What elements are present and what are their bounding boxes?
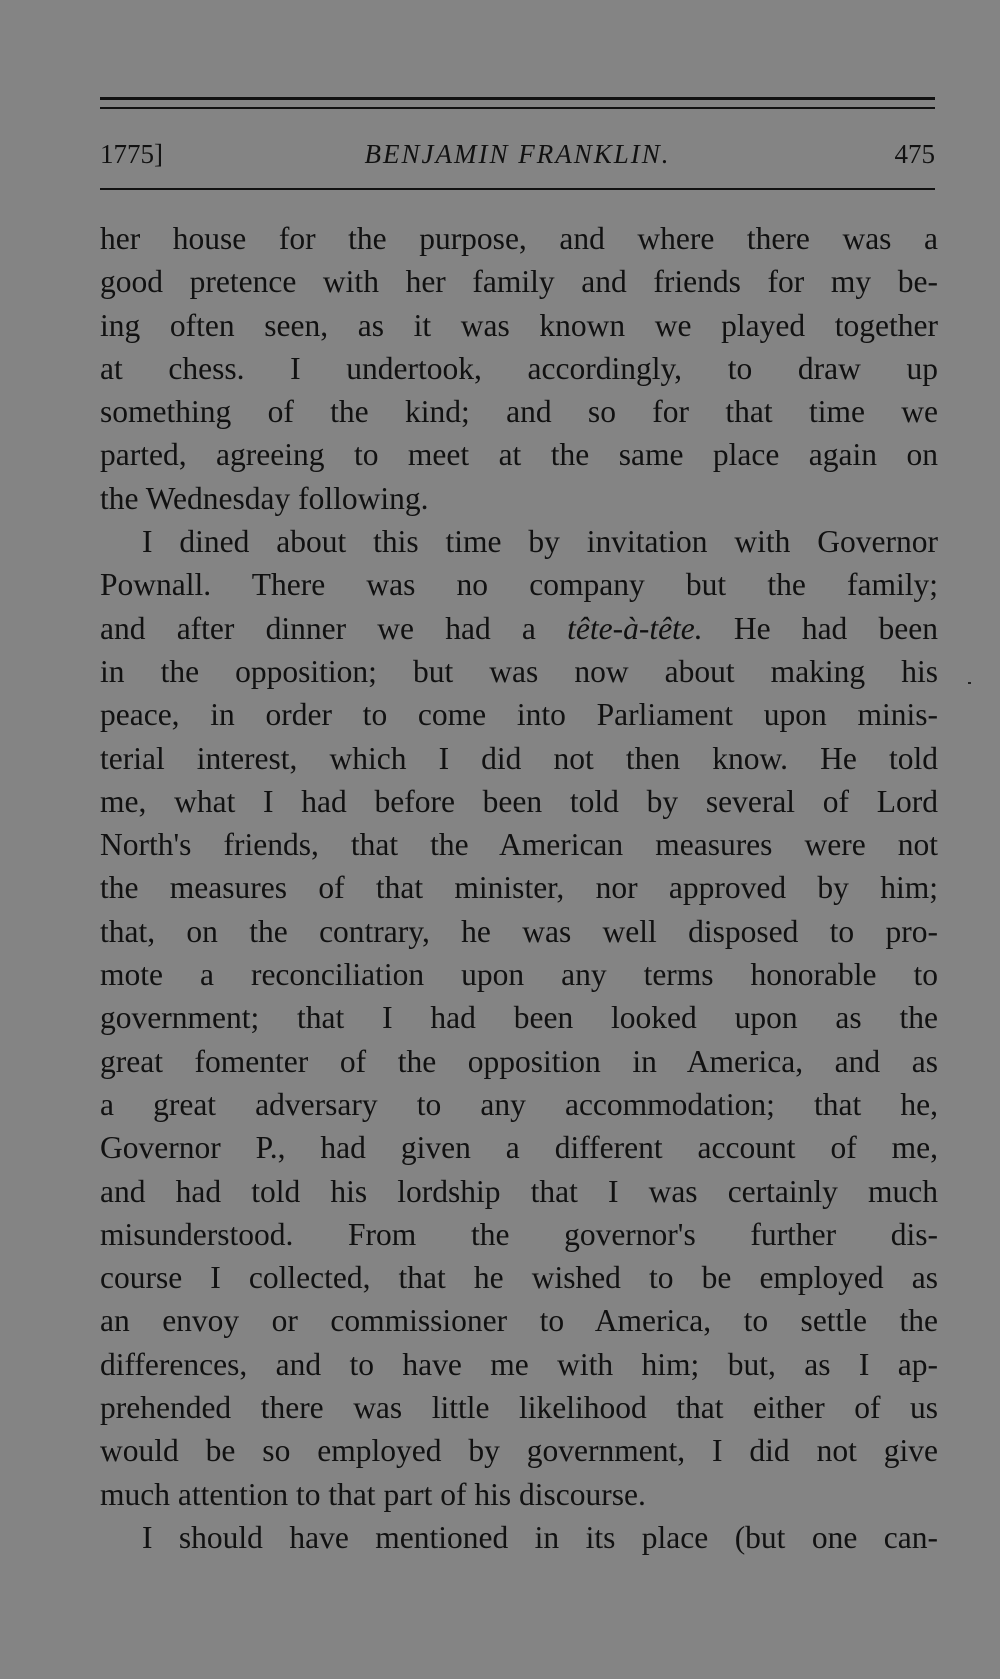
text-line: parted, agreeing to meet at the same place again on bbox=[100, 437, 938, 473]
text-line: ing often seen, as it was known we played together bbox=[100, 307, 938, 343]
book-page bbox=[100, 0, 938, 1679]
text-segment: He had been bbox=[702, 610, 938, 646]
text-line: peace, in order to come into Parliament upon minis- bbox=[100, 697, 938, 733]
paragraph-first-line: I should have mentioned in its place (but one can- bbox=[142, 1519, 938, 1555]
text-line: an envoy or commissioner to America, to settle the bbox=[100, 1303, 938, 1339]
text-line: and had told his lordship that I was certainly much bbox=[100, 1173, 938, 1209]
header-rule-top bbox=[100, 97, 935, 100]
text-line: prehended there was little likelihood that either of us bbox=[100, 1390, 938, 1426]
text-segment: and after dinner we had a bbox=[100, 610, 568, 646]
text-line: course I collected, that he wished to be employed as bbox=[100, 1260, 938, 1296]
text-line: in the opposition; but was now about making his bbox=[100, 653, 938, 689]
text-line: differences, and to have me with him; but, as I ap- bbox=[100, 1346, 938, 1382]
text-line: mote a reconciliation upon any terms honorable to bbox=[100, 957, 938, 993]
header-rule-bottom bbox=[100, 188, 935, 190]
running-head-title: BENJAMIN FRANKLIN. bbox=[364, 139, 671, 169]
text-line: good pretence with her family and friends for my be- bbox=[100, 264, 938, 300]
text-line: terial interest, which I did not then know. He told bbox=[100, 740, 938, 776]
text-line: misunderstood. From the governor's further dis- bbox=[100, 1216, 938, 1252]
italic-phrase: tête-à-tête. bbox=[567, 610, 703, 646]
text-line: that, on the contrary, he was well disposed to pro- bbox=[100, 913, 938, 949]
text-line: would be so employed by government, I did not give bbox=[100, 1433, 938, 1469]
text-line: the Wednesday following. bbox=[100, 480, 429, 516]
text-line: a great adversary to any accommodation; that he, bbox=[100, 1086, 938, 1122]
text-line: at chess. I undertook, accordingly, to draw up bbox=[100, 350, 938, 386]
text-line-with-italic bbox=[100, 607, 938, 650]
text-line: Governor P., had given a different account of me, bbox=[100, 1130, 938, 1166]
text-line: great fomenter of the opposition in America, and as bbox=[100, 1043, 938, 1079]
page-number: 475 bbox=[894, 139, 935, 169]
body-text bbox=[100, 217, 938, 1559]
running-head-year: 1775] bbox=[100, 139, 163, 169]
text-line: the measures of that minister, nor approved by him; bbox=[100, 870, 938, 906]
header-rule-second bbox=[100, 107, 935, 109]
text-line: something of the kind; and so for that time we bbox=[100, 394, 938, 430]
text-line: North's friends, that the American measures were not bbox=[100, 827, 938, 863]
text-line: me, what I had before been told by several of Lord bbox=[100, 783, 938, 819]
paragraph-first-line: I dined about this time by invitation with Governor bbox=[142, 524, 938, 560]
text-line: government; that I had been looked upon as the bbox=[100, 1000, 938, 1036]
print-speck bbox=[968, 682, 971, 684]
text-line: Pownall. There was no company but the family; bbox=[100, 567, 938, 603]
text-line: much attention to that part of his discourse. bbox=[100, 1476, 646, 1512]
running-head bbox=[100, 134, 935, 174]
text-line: her house for the purpose, and where there was a bbox=[100, 221, 938, 256]
